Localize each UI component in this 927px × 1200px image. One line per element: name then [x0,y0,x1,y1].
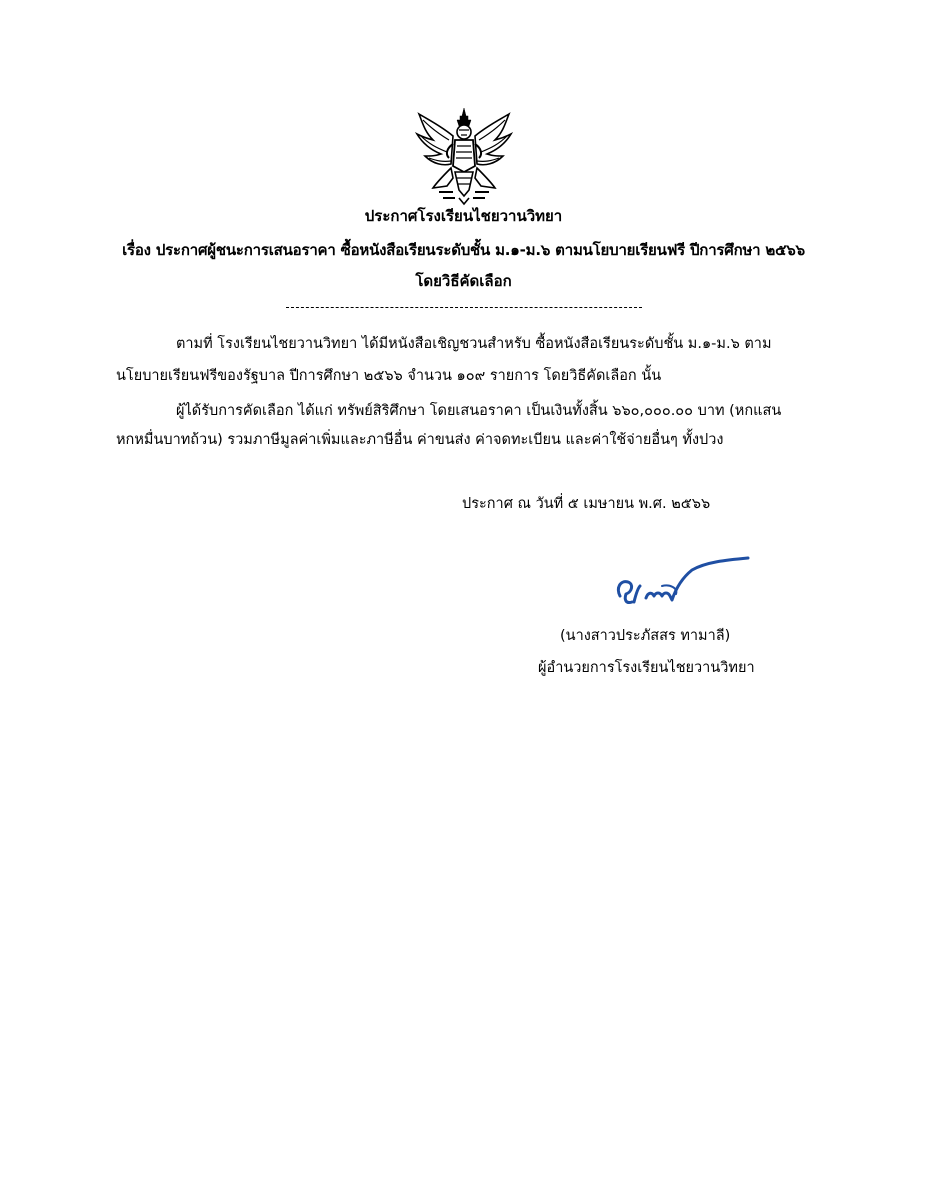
announcement-method: โดยวิธีคัดเลือก [415,272,512,290]
title-divider [286,307,642,308]
announcement-title: ประกาศโรงเรียนไชยวานวิทยา [364,207,563,225]
announcement-date: ประกาศ ณ วันที่ ๕ เมษายน พ.ศ. ๒๕๖๖ [462,496,711,512]
paragraph-2-line-1: ผู้ได้รับการคัดเลือก ได้แก่ ทรัพย์สิริศึกษา โดยเสนอราคา เป็นเงินทั้งสิ้น ๖๖๐,๐๐๐.๐๐ บาท (หกแสน [176,403,782,419]
paragraph-2-line-2: หกหมื่นบาทถ้วน) รวมภาษีมูลค่าเพิ่มและภาษีอื่น ค่าขนส่ง ค่าจดทะเบียน และค่าใช้จ่ายอื่นๆ ทั้งปวง [116,432,724,448]
paragraph-1-line-2: นโยบายเรียนฟรีของรัฐบาล ปีการศึกษา ๒๕๖๖ จำนวน ๑๐๙ รายการ โดยวิธีคัดเลือก นั้น [116,368,662,384]
signer-position: ผู้อำนวยการโรงเรียนไชยวานวิทยา [538,660,755,676]
garuda-emblem-icon [413,106,515,206]
announcement-subject: เรื่อง ประกาศผู้ชนะการเสนอราคา ซื้อหนังสือเรียนระดับชั้น ม.๑-ม.๖ ตามนโยบายเรียนฟรี ปีการศึกษา ๒๕๖๖ [122,241,805,259]
handwritten-signature-icon [610,552,752,608]
signer-name: (นางสาวประภัสสร ทามาลี) [560,628,731,644]
paragraph-1-line-1: ตามที่ โรงเรียนไชยวานวิทยา ได้มีหนังสือเชิญชวนสำหรับ ซื้อหนังสือเรียนระดับชั้น ม.๑-ม.๖ ตาม [176,336,772,352]
